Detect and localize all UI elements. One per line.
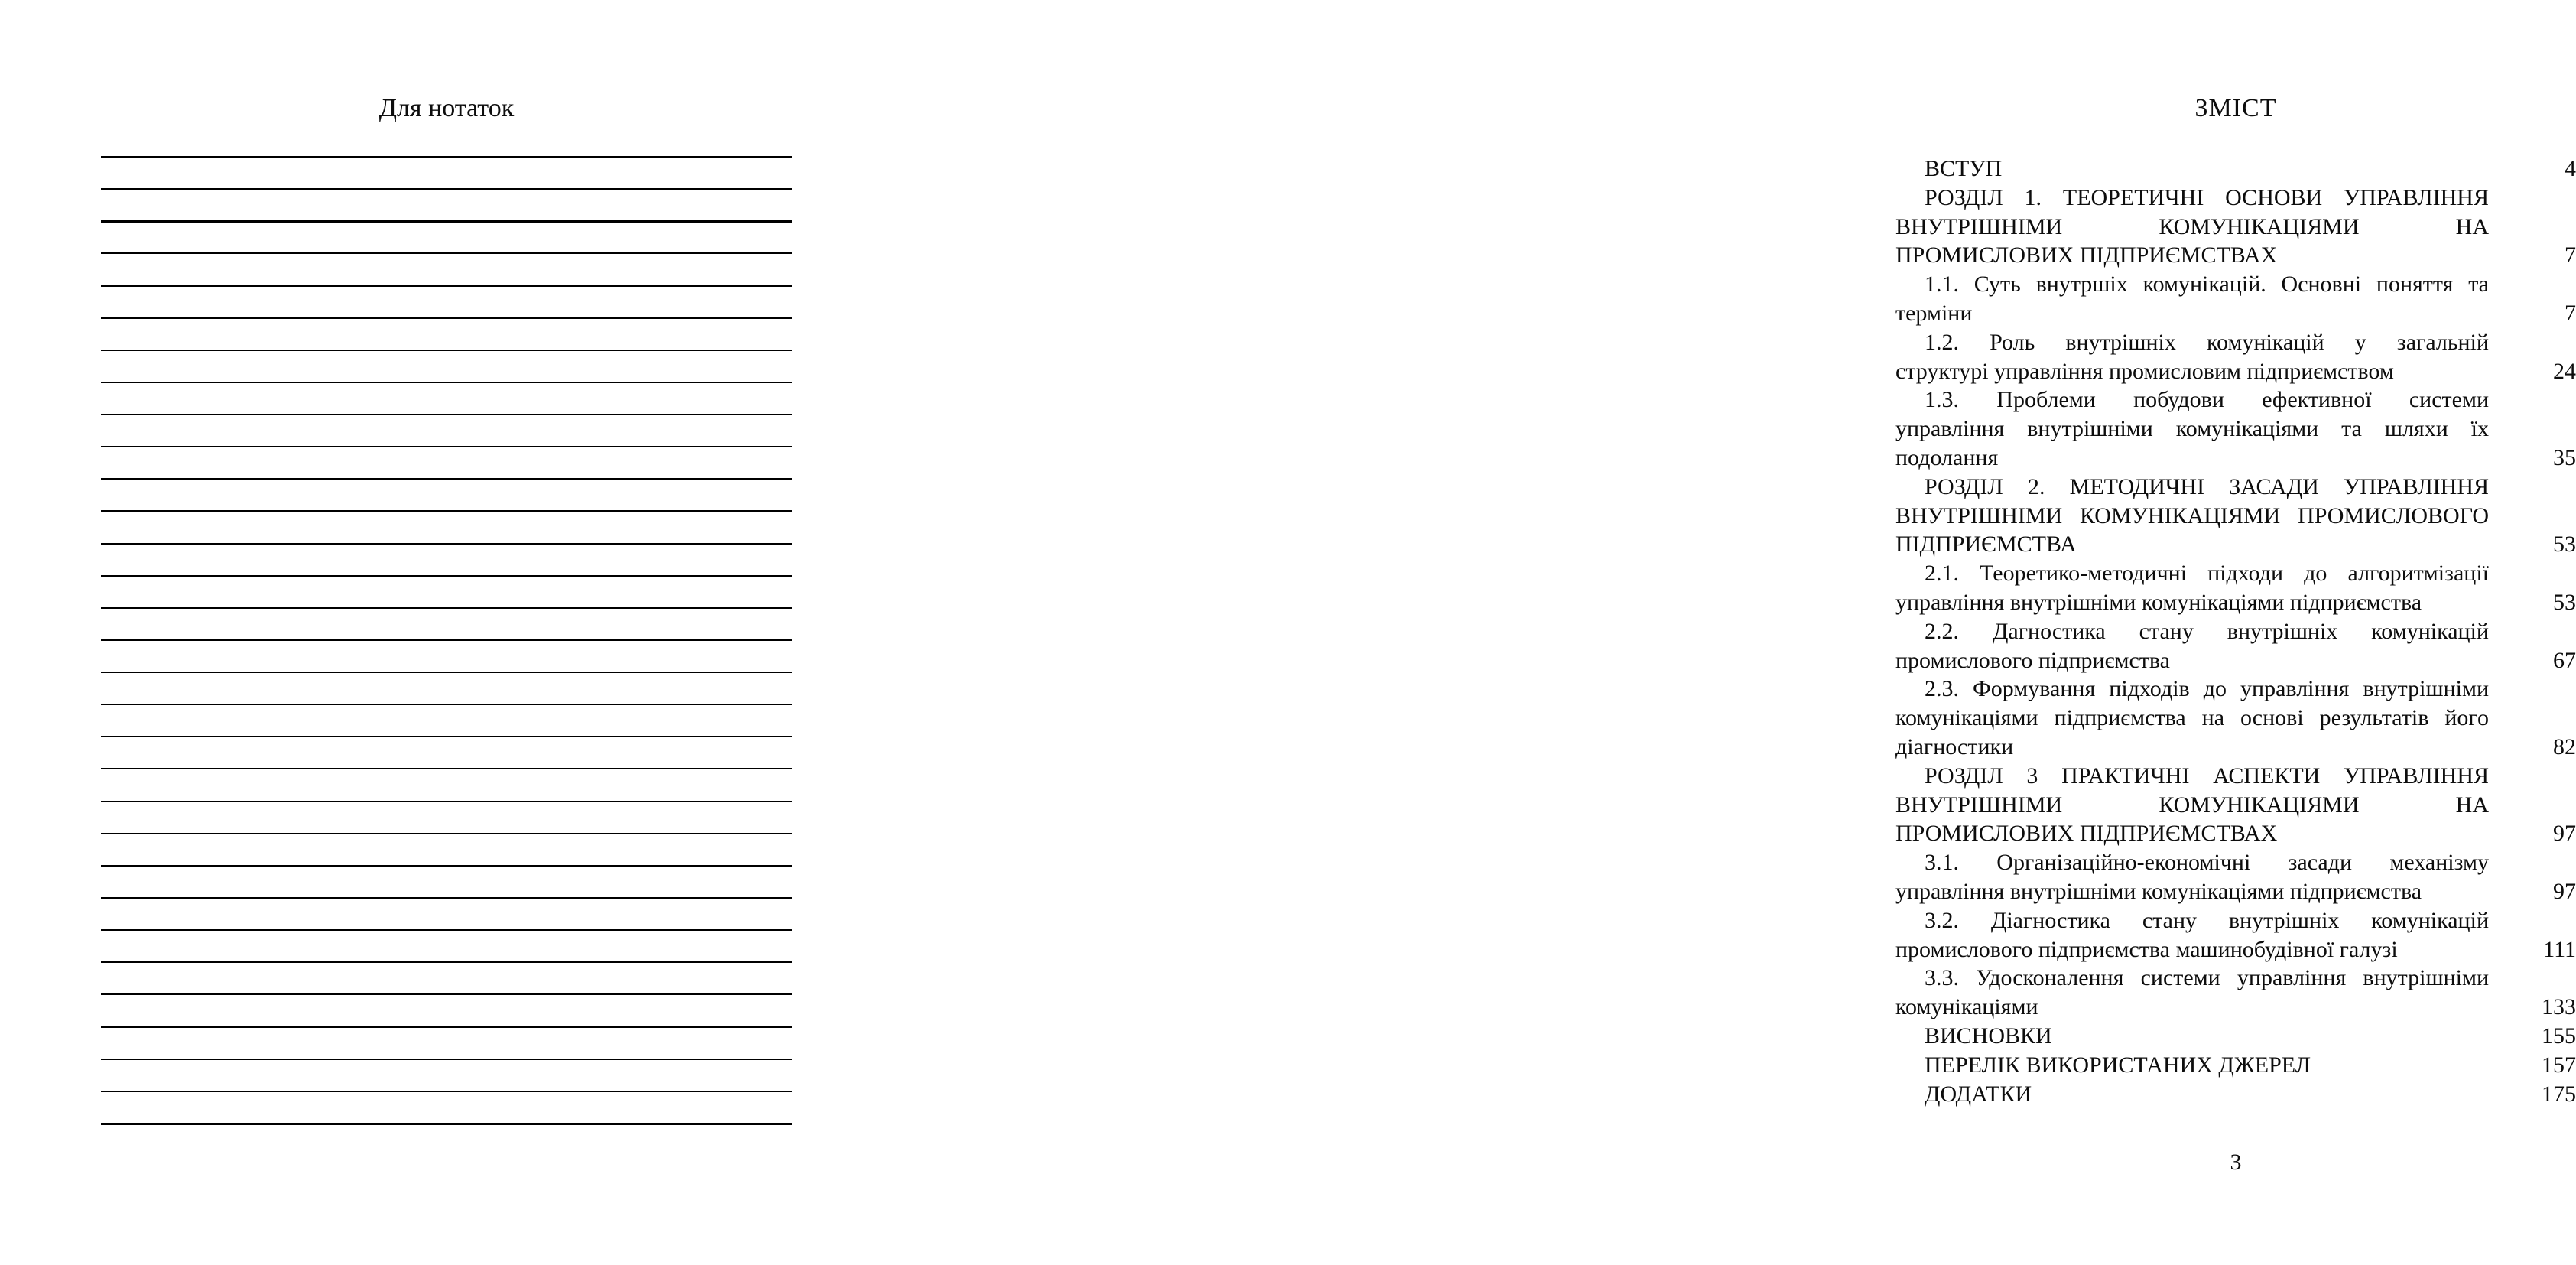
toc-entry-page-number: 133 xyxy=(2542,994,2576,1020)
note-rule-line xyxy=(101,285,792,287)
note-rule-line xyxy=(101,801,792,802)
note-rule-line xyxy=(101,1123,792,1125)
note-rule-line xyxy=(101,607,792,609)
toc-entry-text: ВСТУП xyxy=(1925,156,2003,181)
toc-entry-text: ПРОМИСЛОВИХ ПІДПРИЄМСТВАХ xyxy=(1895,242,2278,268)
toc-entry-text: управління внутрішніми комунікаціями підприємства xyxy=(1895,589,2422,615)
note-rule-line xyxy=(101,704,792,705)
toc-row xyxy=(1895,502,2576,531)
note-rule-line xyxy=(101,317,792,319)
toc-row xyxy=(1895,1080,2576,1109)
toc-entry-text: структурі управління промисловим підприємством xyxy=(1895,358,2394,384)
note-rule-line xyxy=(101,446,792,447)
toc-entry-text: 2.1. Теоретико-методичні підходи до алгоритмізації xyxy=(1925,561,2489,587)
toc-row xyxy=(1895,935,2576,964)
toc-title: ЗМІСТ xyxy=(2194,94,2277,122)
toc-entry-page-number: 24 xyxy=(2553,358,2576,384)
toc-entry-page-number: 67 xyxy=(2553,647,2576,673)
toc-entry-page-number: 4 xyxy=(2565,156,2576,181)
toc-entry-text: 2.3. Формування підходів до управління внутрішніми xyxy=(1925,676,2489,702)
toc-list xyxy=(1895,154,2576,1108)
toc-entry-text: 1.2. Роль внутрішніх комунікацій у загальній xyxy=(1925,329,2489,355)
note-rule-line xyxy=(101,156,792,158)
note-rule-line xyxy=(101,543,792,545)
toc-entry-page-number: 111 xyxy=(2543,936,2576,962)
toc-entry-page-number: 53 xyxy=(2553,589,2576,615)
toc-row xyxy=(1895,444,2576,473)
note-rule-line xyxy=(101,478,792,480)
notes-page xyxy=(0,0,894,1265)
toc-entry-text: комунікаціями xyxy=(1895,994,2038,1020)
toc-row xyxy=(1895,993,2576,1022)
toc-row xyxy=(1895,848,2576,877)
toc-entry-page-number: 97 xyxy=(2553,821,2576,847)
toc-row xyxy=(1895,762,2576,791)
note-rule-line xyxy=(101,672,792,673)
note-rule-line xyxy=(101,865,792,867)
toc-entry-text: РОЗДІЛ 1. ТЕОРЕТИЧНІ ОСНОВИ УПРАВЛІННЯ xyxy=(1925,184,2489,210)
toc-entry-text: 1.1. Суть внутршіх комунікацій. Основні поняття та xyxy=(1925,272,2489,298)
toc-row xyxy=(1895,675,2576,704)
toc-entry-text: 2.2. Дагностика стану внутрішніх комунікацій xyxy=(1925,618,2489,644)
toc-row xyxy=(1895,1051,2576,1080)
toc-entry-text: управління внутрішніми комунікаціями та шляхи їх xyxy=(1895,416,2489,442)
toc-entry-text: управління внутрішніми комунікаціями підприємства xyxy=(1895,878,2422,904)
toc-row xyxy=(1895,906,2576,935)
note-rule-line xyxy=(101,1026,792,1028)
toc-row xyxy=(1895,559,2576,588)
note-rule-line xyxy=(101,188,792,190)
toc-entry-text: ПЕРЕЛІК ВИКОРИСТАНИХ ДЖЕРЕЛ xyxy=(1925,1052,2311,1078)
toc-row xyxy=(1895,473,2576,502)
toc-entry-page-number: 7 xyxy=(2565,300,2576,326)
toc-entry-text: ВИСНОВКИ xyxy=(1925,1023,2052,1049)
page-number: 3 xyxy=(2230,1150,2242,1175)
toc-entry-text: подолання xyxy=(1895,444,1999,470)
toc-entry-text: ДОДАТКИ xyxy=(1925,1081,2032,1107)
toc-entry-text: 3.2. Діагностика стану внутрішніх комунікацій xyxy=(1925,907,2489,933)
note-rule-line xyxy=(101,510,792,512)
toc-row xyxy=(1895,184,2576,213)
toc-entry-page-number: 97 xyxy=(2553,878,2576,904)
note-rule-line xyxy=(101,929,792,931)
toc-row xyxy=(1895,646,2576,675)
toc-entry-text: 1.3. Проблеми побудови ефективної системи xyxy=(1925,387,2489,413)
toc-row xyxy=(1895,791,2576,820)
toc-entry-text: терміни xyxy=(1895,300,1973,326)
toc-row xyxy=(1895,819,2576,848)
toc-row xyxy=(1895,357,2576,386)
toc-entry-text: 3.3. Удосконалення системи управління внутрішніми xyxy=(1925,965,2489,991)
toc-entry-page-number: 157 xyxy=(2542,1052,2576,1078)
toc-entry-text: комунікаціями підприємства на основі результатів його xyxy=(1895,705,2489,731)
note-rule-line xyxy=(101,961,792,963)
note-rule-line xyxy=(101,897,792,899)
note-rule-line xyxy=(101,736,792,737)
toc-row xyxy=(1895,877,2576,906)
toc-entry-text: ВНУТРІШНІМИ КОМУНІКАЦІЯМИ ПРОМИСЛОВОГО xyxy=(1895,502,2489,528)
toc-page xyxy=(894,0,2576,1265)
toc-row xyxy=(1895,530,2576,559)
toc-row xyxy=(1895,154,2576,184)
notes-page-title: Для нотаток xyxy=(378,94,515,122)
toc-row xyxy=(1895,733,2576,762)
toc-entry-text: 3.1. Організаційно-економічні засади механізму xyxy=(1925,850,2489,876)
note-rule-line xyxy=(101,220,792,223)
note-rule-line xyxy=(101,350,792,351)
note-rule-line xyxy=(101,575,792,577)
toc-row xyxy=(1895,385,2576,415)
toc-entry-text: ВНУТРІШНІМИ КОМУНІКАЦІЯМИ НА xyxy=(1895,792,2489,818)
toc-row xyxy=(1895,270,2576,299)
note-rule-line xyxy=(101,414,792,415)
toc-row xyxy=(1895,964,2576,993)
toc-row xyxy=(1895,415,2576,444)
toc-entry-text: РОЗДІЛ 3 ПРАКТИЧНІ АСПЕКТИ УПРАВЛІННЯ xyxy=(1925,763,2489,789)
note-rule-line xyxy=(101,833,792,834)
toc-entry-text: промислового підприємства xyxy=(1895,647,2170,673)
toc-entry-page-number: 155 xyxy=(2542,1023,2576,1049)
toc-entry-text: промислового підприємства машинобудівної галузі xyxy=(1895,936,2398,962)
note-rule-line xyxy=(101,1059,792,1060)
toc-row xyxy=(1895,704,2576,733)
note-rule-line xyxy=(101,639,792,641)
toc-row xyxy=(1895,213,2576,242)
note-rule-line xyxy=(101,1091,792,1092)
toc-entry-page-number: 35 xyxy=(2553,444,2576,470)
toc-row xyxy=(1895,1022,2576,1051)
toc-entry-text: ВНУТРІШНІМИ КОМУНІКАЦІЯМИ НА xyxy=(1895,213,2489,239)
toc-entry-text: ПІДПРИЄМСТВА xyxy=(1895,532,2077,558)
toc-entry-text: РОЗДІЛ 2. МЕТОДИЧНІ ЗАСАДИ УПРАВЛІННЯ xyxy=(1925,473,2489,499)
toc-row xyxy=(1895,588,2576,617)
toc-row xyxy=(1895,241,2576,270)
toc-entry-page-number: 7 xyxy=(2565,242,2576,268)
toc-entry-page-number: 53 xyxy=(2553,532,2576,558)
note-rule-line xyxy=(101,768,792,769)
toc-row xyxy=(1895,617,2576,646)
toc-row xyxy=(1895,299,2576,328)
toc-entry-text: ПРОМИСЛОВИХ ПІДПРИЄМСТВАХ xyxy=(1895,821,2278,847)
toc-entry-page-number: 82 xyxy=(2553,733,2576,759)
toc-row xyxy=(1895,328,2576,357)
toc-entry-text: діагностики xyxy=(1895,733,2014,759)
toc-entry-page-number: 175 xyxy=(2542,1081,2576,1107)
note-rule-line xyxy=(101,993,792,995)
note-rule-line xyxy=(101,252,792,254)
note-rule-line xyxy=(101,382,792,383)
